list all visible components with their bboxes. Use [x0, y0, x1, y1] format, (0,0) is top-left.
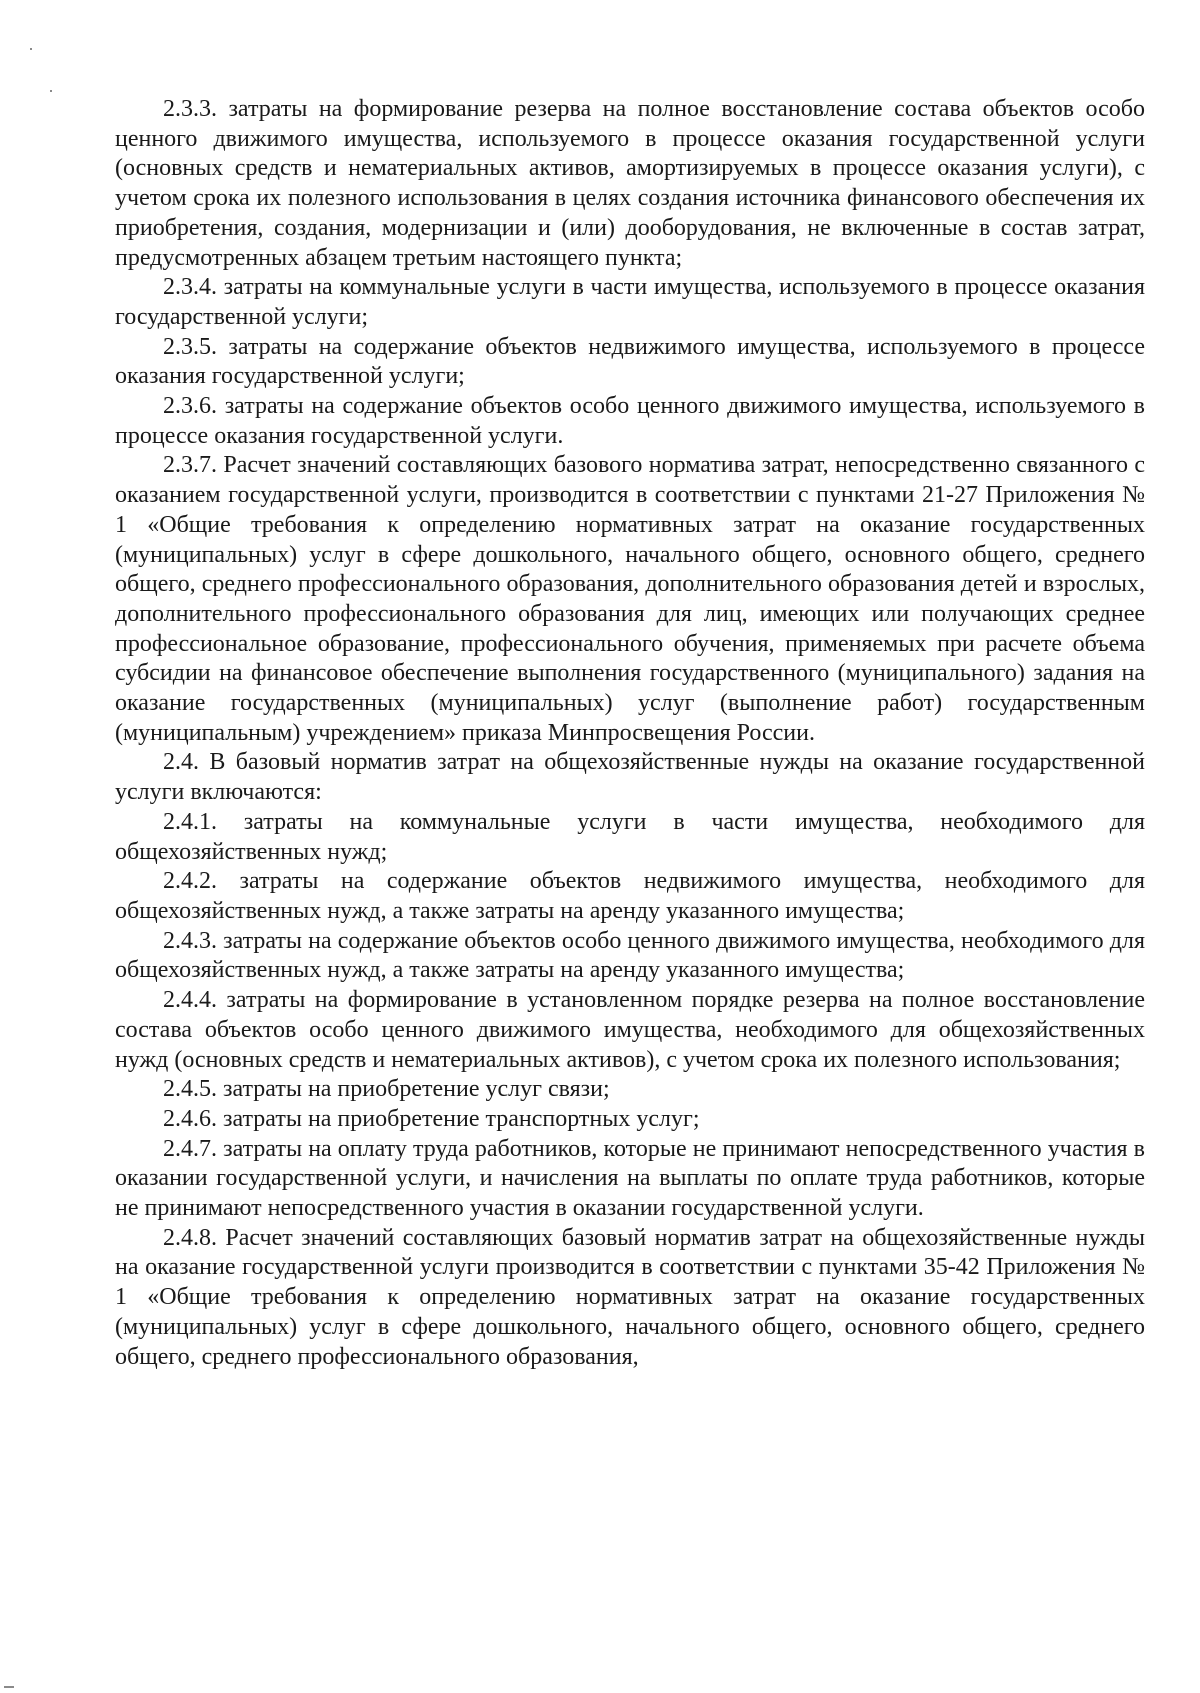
- paragraph-2-4: 2.4. В базовый норматив затрат на общехозяйственные нужды на оказание государственной услуги включаются:: [115, 749, 1145, 806]
- paragraph-2-4-8: 2.4.8. Расчет значений составляющих базовый норматив затрат на общехозяйственные нужды на оказание государственной услуги производится в соответствии с пунктами 35-42 Приложения № 1 «Общие требования к определению нормативных затрат на оказание государственных (муниципальных) услуг в сфере дошкольного, начального общего, основного общего, среднего общего, среднего профессионального образования,: [115, 1224, 1145, 1370]
- scan-speck: [50, 90, 52, 92]
- paragraph-2-4-2: 2.4.2. затраты на содержание объектов недвижимого имущества, необходимого для общехозяйственных нужд, а также затраты на аренду указанного имущества;: [115, 868, 1145, 924]
- paragraph-2-3-7: 2.3.7. Расчет значений составляющих базового норматива затрат, непосредственно связанного с оказанием государственной услуги, производится в соответствии с пунктами 21-27 Приложения № 1 «Общие требования к определению нормативных затрат на оказание государственных (муниципальных) услуг в сфере дошкольного, начального общего, основного общего, среднего общего, среднего профессионального образования, дополнительного образования детей и взрослых, дополнительного профессионального образования для лиц, имеющих или получающих среднее профессиональное образование, профессионального обучения, применяемых при расчете объема субсидии на финансовое обеспечение выполнения государственного (муниципального) задания на оказание государственных (муниципальных) услуг (выполнение работ) государственным (муниципальным) учреждением» приказа Минпросвещения России.: [115, 452, 1145, 746]
- paragraph-2-3-3: 2.3.3. затраты на формирование резерва на полное восстановление состава объектов особо ценного движимого имущества, используемого в процессе оказания государственной услуги (основных средств и нематериальных активов, амортизируемых в процессе оказания услуги), с учетом срока их полезного использования в целях создания источника финансового обеспечения их приобретения, создания, модернизации и (или) дооборудования, не включенные в состав затрат, предусмотренных абзацем третьим настоящего пункта;: [115, 96, 1145, 271]
- paragraph-2-4-6: 2.4.6. затраты на приобретение транспортных услуг;: [163, 1105, 700, 1132]
- paragraph-2-3-5: 2.3.5. затраты на содержание объектов недвижимого имущества, используемого в процессе оказания государственной услуги;: [115, 333, 1145, 390]
- paragraph-2-3-6: 2.3.6. затраты на содержание объектов особо ценного движимого имущества, используемого в процессе оказания государственной услуги.: [115, 393, 1145, 449]
- paragraph-2-4-7: 2.4.7. затраты на оплату труда работников, которые не принимают непосредственного участия в оказании государственной услуги, и начисления на выплаты по оплате труда работников, которые не принимают непосредственного участия в оказании государственной услуги.: [115, 1135, 1145, 1222]
- document-body: [115, 95, 1145, 1372]
- paragraph-2-4-3: 2.4.3. затраты на содержание объектов особо ценного движимого имущества, необходимого для общехозяйственных нужд, а также затраты на аренду указанного имущества;: [115, 927, 1145, 984]
- paragraph-2-4-5: 2.4.5. затраты на приобретение услуг связи;: [163, 1076, 610, 1103]
- paragraph-2-3-4: 2.3.4. затраты на коммунальные услуги в части имущества, используемого в процессе оказания государственной услуги;: [115, 274, 1145, 330]
- scan-edge-mark: [4, 1686, 14, 1688]
- paragraph-2-4-4: 2.4.4. затраты на формирование в установленном порядке резерва на полное восстановление состава объектов особо ценного движимого имущества, необходимого для общехозяйственных нужд (основных средств и нематериальных активов), с учетом срока их полезного использования;: [115, 987, 1145, 1073]
- paragraph-2-4-1: 2.4.1. затраты на коммунальные услуги в части имущества, необходимого для общехозяйственных нужд;: [115, 808, 1145, 865]
- scan-speck: [30, 48, 32, 50]
